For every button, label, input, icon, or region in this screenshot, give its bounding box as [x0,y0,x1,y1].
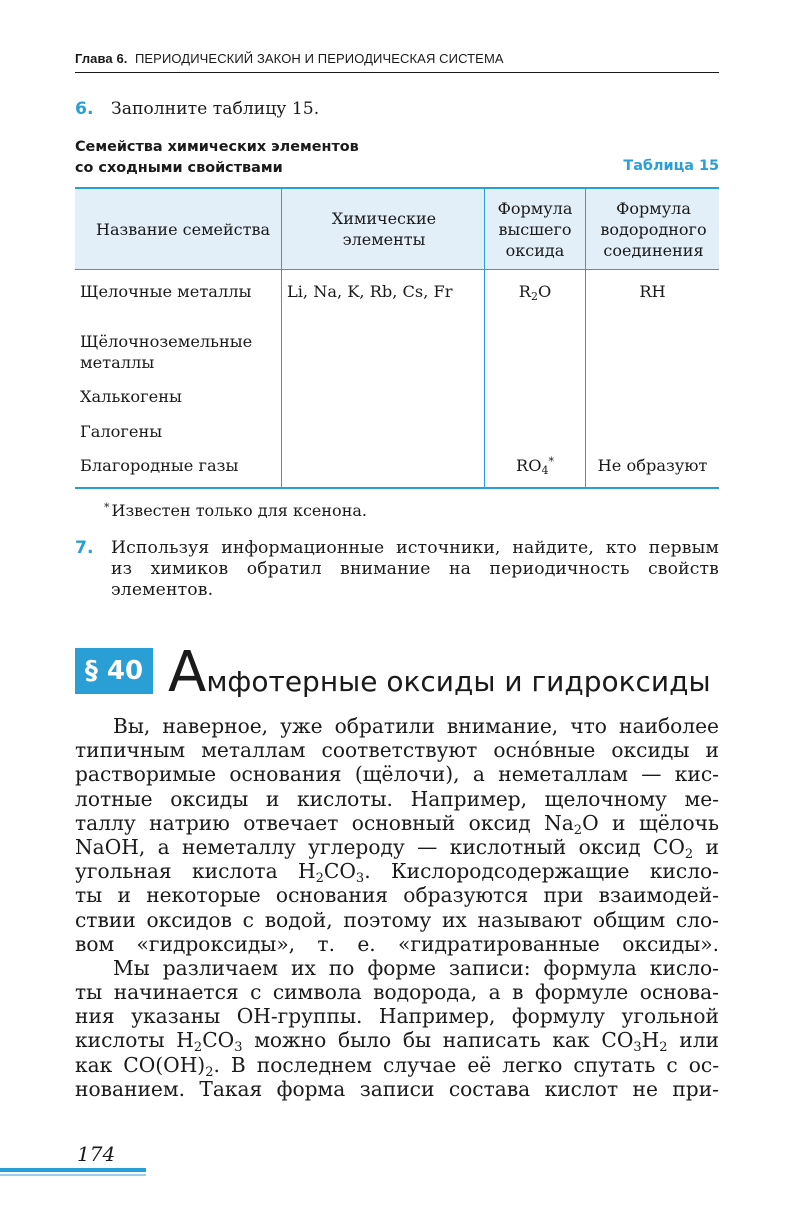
body-line: ты и некоторые основания образуются при взаимодей- [75,883,719,908]
task-7 [75,538,719,608]
table-caption [75,137,395,179]
table-bottom-rule [75,487,719,489]
body-line: как $CO(OH)_2$. В последнем случае её легко спутать с ос- [75,1052,720,1080]
page-accent-bar [0,1168,146,1172]
table-footnote [104,500,367,523]
body-line: ния указаны ОН-группы. Например, формулу угольной [75,1004,719,1029]
body-line: Мы различаем их по форме записи: формула кисло- [113,955,719,980]
table-caption-line2: со сходными свойствами [75,160,283,176]
column-divider [585,189,586,487]
section-body [75,714,719,1101]
body-line: ствии оксидов с водой, поэтому их называют общим сло- [75,907,719,932]
body-line: ты начинается с символа водорода, а в формуле основа- [75,980,719,1005]
body-line: таллу натрию отвечает основный оксид $Na_2O$ и щёлочь [75,810,719,838]
body-line: лотные оксиды и кислоты. Например, щелочному ме- [75,786,719,811]
cell-hydride: Не образуют [597,456,708,475]
cell-hydride: RH [639,282,666,301]
task-6 [75,99,719,121]
task-number: 7. [75,538,94,558]
header-rule [75,72,719,73]
footnote-text: Известен только для ксенона. [111,501,367,520]
page-accent-bar-light [0,1174,146,1176]
families-table [75,187,719,489]
table-label: Таблица 15 [623,158,719,174]
body-line: вом «гидроксиды», т. е. «гидратированные оксиды». [75,931,719,956]
body-line: кислоты $H_2CO_3$ можно было бы написать как $CO_3H_2$ или [75,1028,719,1056]
body-line: нованием. Такая форма записи состава кислот не при- [75,1076,719,1101]
body-line: растворимые основания (щёлочи), а неметаллам — кис- [75,762,719,787]
table-caption-line1: Семейства химических элементов [75,139,359,155]
cell-elements: Li, Na, K, Rb, Cs, Fr [287,282,453,301]
column-divider [484,189,485,487]
cell-family: Щёлочноземельные металлы [80,332,253,372]
cell-oxide: $RO_4^*$ [516,455,554,477]
body-line: Вы, наверное, уже обратили внимание, что наиболее [113,714,719,738]
column-divider [281,189,282,487]
header-oxide: Формула высшего оксида [497,198,573,260]
chapter-label: Глава 6. [75,51,128,66]
section-number-badge: § 40 [75,648,153,694]
section-title-rest: мфотерные оксиды и гидроксиды [206,665,711,698]
header-hydride: Формула водородного соединения [600,198,707,260]
cell-family: Галогены [80,422,163,441]
header-elements: Химические элементы [331,209,437,249]
cell-family: Благородные газы [80,456,239,475]
task-number: 6. [75,99,94,119]
body-line: NaOH, а неметаллу углероду — кислотный оксид $CO_2$ и [75,834,719,862]
task-text: Используя информационные источники, найдите, кто первым из химиков обратил внимание на периодичность свойств элементов. [111,538,719,600]
body-line: угольная кислота $H_2CO_3$. Кислородсодержащие кисло- [75,859,719,887]
body-line: типичным металлам соответствуют осно́вные оксиды и [75,738,719,763]
task-text: Заполните таблицу 15. [111,99,320,119]
page-number: 174 [77,1142,116,1166]
header-family: Название семейства [95,219,270,239]
cell-family: Халькогены [80,387,182,406]
footnote-mark: * [104,501,110,514]
cell-oxide: $R_2O$ [518,282,552,303]
section-title [168,640,711,712]
section-title-initial: А [168,640,207,705]
chapter-title: ПЕРИОДИЧЕСКИЙ ЗАКОН И ПЕРИОДИЧЕСКАЯ СИСТЕМА [134,51,504,66]
table-header-rule [75,269,719,270]
running-header [75,51,719,66]
cell-family: Щелочные металлы [80,282,252,301]
